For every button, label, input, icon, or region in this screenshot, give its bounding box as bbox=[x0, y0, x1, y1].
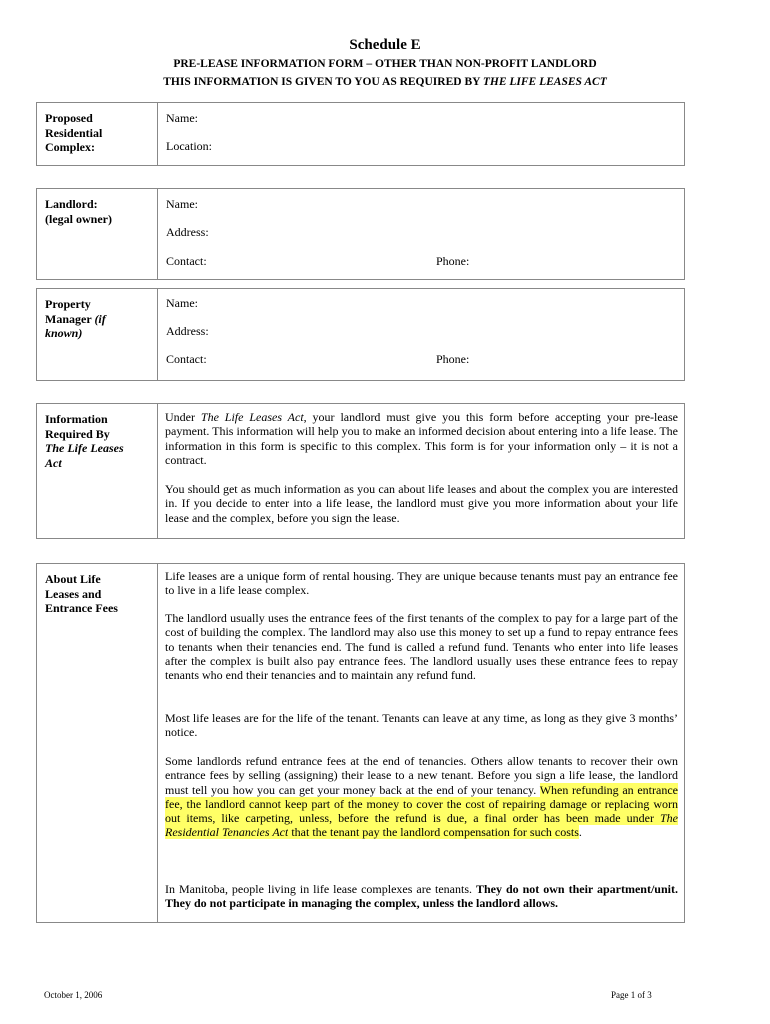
complex-label-line: Complex: bbox=[45, 140, 95, 154]
landlord-label bbox=[37, 189, 158, 279]
info-paragraph bbox=[165, 410, 678, 467]
info-text: Under bbox=[165, 410, 201, 424]
about-section bbox=[36, 563, 685, 923]
landlord-address-label[interactable]: Address: bbox=[166, 225, 209, 239]
info-act-reference: The Life Leases Act bbox=[200, 410, 304, 424]
manager-name-label[interactable]: Name: bbox=[166, 296, 198, 310]
landlord-label-line: (legal owner) bbox=[45, 211, 112, 226]
landlord-fields bbox=[158, 189, 684, 279]
about-bold-text: They do not own their apartment/unit. They do not participate in managing the complex, unless the landlord allows. bbox=[165, 882, 678, 911]
highlighted-act-reference: The Residential Tenancies Act bbox=[165, 811, 678, 840]
complex-label bbox=[37, 103, 158, 165]
about-paragraph: Life leases are a unique form of rental housing. They are unique because tenants must pay an entrance fee to live in a life lease complex. bbox=[165, 569, 678, 598]
about-text: Some landlords refund entrance fees at the end of tenancies. Others allow tenants to recover their own entrance fees by selling (assigning) their lease to a new tenant. Before you sign a life lease, the landlord must tell you how you can get your money back at the end of your tenancy. bbox=[165, 754, 678, 797]
manager-label-line bbox=[45, 326, 157, 341]
about-content bbox=[158, 564, 684, 922]
info-label bbox=[37, 404, 158, 538]
complex-section bbox=[36, 102, 685, 166]
complex-location-label[interactable]: Location: bbox=[166, 139, 212, 153]
manager-label-italic: (if bbox=[94, 311, 106, 326]
highlighted-text: that the tenant pay the landlord compensation for such costs bbox=[288, 825, 579, 840]
form-subtitle: PRE-LEASE INFORMATION FORM – OTHER THAN NON-PROFIT LANDLORD bbox=[173, 58, 597, 70]
complex-fields bbox=[158, 103, 684, 165]
footer-date: October 1, 2006 bbox=[44, 990, 103, 1000]
manager-section bbox=[36, 288, 685, 381]
info-section bbox=[36, 403, 685, 539]
manager-label-text: Manager bbox=[45, 311, 95, 326]
notice-text: THIS INFORMATION IS GIVEN TO YOU AS REQUIRED BY bbox=[163, 76, 483, 88]
footer-page-number: Page 1 of 3 bbox=[611, 990, 652, 1000]
about-paragraph: The landlord usually uses the entrance fees of the first tenants of the complex to pay for a large part of the cost of building the complex. The landlord may also use this money to set up a fund to repay entrance fees to tenants when their tenancies end. The fund is called a refund fund. Tenants who enter into life leases after the complex is built also pay entrance fees. The landlord usually uses these entrance fees to repay tenants who end their tenancies and to maintain any refund fund. bbox=[165, 611, 678, 683]
about-label-line: Leases and bbox=[45, 586, 102, 601]
manager-fields bbox=[158, 289, 684, 380]
about-paragraph: Most life leases are for the life of the tenant. Tenants can leave at any time, as long as they give 3 months’ notice. bbox=[165, 711, 678, 740]
manager-address-label[interactable]: Address: bbox=[166, 324, 209, 338]
info-label-line bbox=[45, 441, 157, 456]
manager-label-italic: known) bbox=[45, 326, 83, 340]
info-text: , your landlord must give you this form before accepting your pre-lease payment. This information will help you to make an informed decision about entering into a life lease. The information in this form is specific to this complex. This form is for your information only – it is not a contract. bbox=[165, 410, 679, 467]
manager-label bbox=[37, 289, 158, 380]
about-label-line: About Life bbox=[45, 572, 101, 586]
notice-act: THE LIFE LEASES ACT bbox=[482, 76, 607, 88]
complex-label-line: Residential bbox=[45, 125, 103, 140]
manager-contact-label[interactable]: Contact: bbox=[166, 352, 207, 366]
complex-label-line: Proposed bbox=[45, 111, 93, 125]
landlord-contact-label[interactable]: Contact: bbox=[166, 254, 207, 268]
info-label-line bbox=[45, 456, 157, 471]
about-paragraph bbox=[165, 754, 678, 840]
landlord-section bbox=[36, 188, 685, 280]
about-paragraph bbox=[165, 882, 678, 911]
info-label-italic: The Life Leases bbox=[45, 441, 124, 455]
about-text: . bbox=[578, 825, 582, 840]
about-label bbox=[37, 564, 158, 922]
info-paragraph: You should get as much information as you can about life leases and about the complex you are interested in. If you decide to enter into a life lease, the landlord must give you more information about your life lease and the complex, before you sign the lease. bbox=[165, 482, 678, 525]
landlord-phone-label[interactable]: Phone: bbox=[436, 254, 470, 268]
page-title: Schedule E bbox=[349, 37, 421, 53]
about-text: In Manitoba, people living in life lease complexes are tenants. bbox=[165, 882, 476, 896]
info-label-line: Information bbox=[45, 412, 108, 426]
manager-label-line bbox=[45, 312, 157, 327]
highlighted-text: When refunding an entrance fee, the landlord cannot keep part of the money to cover the cost of repairing damage or replacing worn out items, like carpeting, unless, before the refund is due, a final order has been made under bbox=[165, 782, 678, 826]
info-label-italic: Act bbox=[45, 455, 62, 470]
landlord-name-label[interactable]: Name: bbox=[166, 197, 198, 211]
info-label-line: Required By bbox=[45, 426, 110, 441]
info-content bbox=[158, 404, 684, 538]
landlord-label-line: Landlord: bbox=[45, 197, 98, 211]
form-notice bbox=[0, 76, 770, 88]
complex-name-label[interactable]: Name: bbox=[166, 111, 198, 125]
manager-phone-label[interactable]: Phone: bbox=[436, 352, 470, 366]
manager-label-line: Property bbox=[45, 297, 91, 311]
about-label-line: Entrance Fees bbox=[45, 601, 118, 615]
